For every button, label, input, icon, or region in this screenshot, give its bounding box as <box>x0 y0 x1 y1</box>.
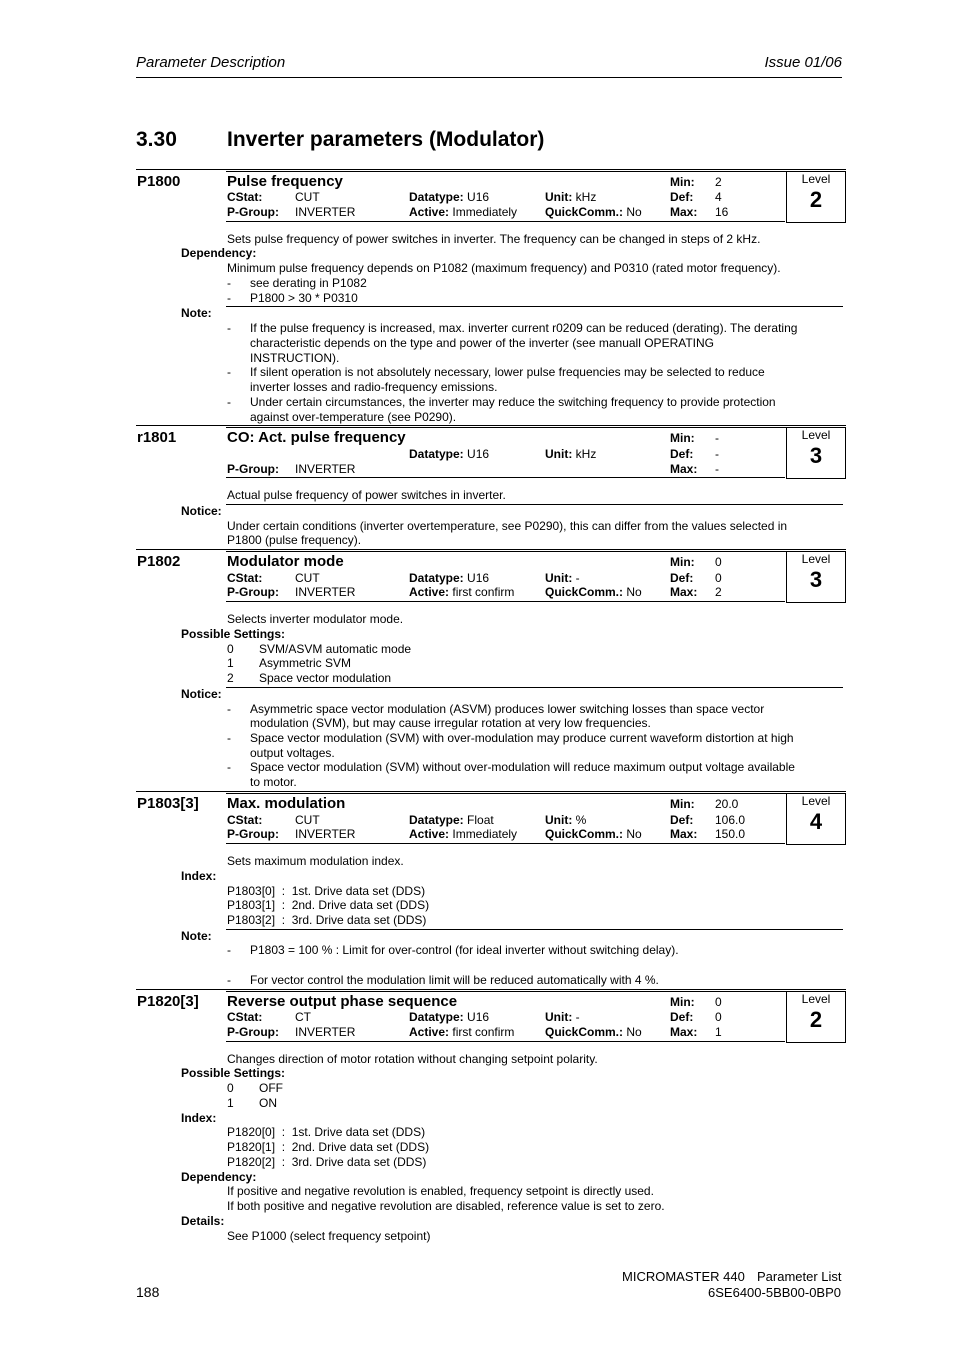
setting-value: 0 <box>227 642 234 656</box>
setting-text: SVM/ASVM automatic mode <box>259 642 412 656</box>
notice-label: Notice: <box>181 687 222 701</box>
list-dash: - <box>227 365 231 379</box>
footer-doc-type: Parameter List <box>757 1269 842 1284</box>
param-id: r1801 <box>137 429 177 446</box>
list-item: output voltages. <box>250 746 335 760</box>
list-dash: - <box>227 702 231 716</box>
min-value: 2 <box>715 175 722 189</box>
max-value: 150.0 <box>715 827 746 841</box>
list-item: against over-temperature (see P0290). <box>250 410 457 424</box>
setting-text: Space vector modulation <box>259 671 392 685</box>
def-label: Def: <box>670 571 694 585</box>
list-item: Space vector modulation (SVM) without over-modulation will reduce maximum output voltage available <box>250 760 795 774</box>
param-top-rule <box>136 549 846 550</box>
pgroup-value: INVERTER <box>295 585 356 599</box>
max-value: 1 <box>715 1025 722 1039</box>
param-name: Reverse output phase sequence <box>227 993 458 1010</box>
level-box <box>786 991 846 1043</box>
cstat-label: CStat: <box>227 190 263 204</box>
list-item: characteristic depends on the type and power of the inverter (see manuall OPERATING <box>250 336 715 350</box>
level-label: Level <box>801 428 831 442</box>
level-label: Level <box>801 172 831 186</box>
list-dash: - <box>227 973 231 987</box>
index-label: Index: <box>181 869 217 883</box>
min-value: 20.0 <box>715 797 739 811</box>
param-header-bottom-rule <box>226 601 785 602</box>
param-header-bottom-rule <box>226 1041 785 1042</box>
index-entry: P1803[0] : 1st. Drive data set (DDS) <box>227 884 426 898</box>
unit-field: Unit: % <box>545 813 587 827</box>
param-top-rule-2 <box>226 171 846 172</box>
running-header-right: Issue 01/06 <box>764 54 842 71</box>
max-label: Max: <box>670 585 698 599</box>
possible-settings-label: Possible Settings: <box>181 1066 286 1080</box>
def-label: Def: <box>670 1010 694 1024</box>
level-value: 3 <box>809 567 823 592</box>
pgroup-label: P-Group: <box>227 205 279 219</box>
min-label: Min: <box>670 797 695 811</box>
index-label: Index: <box>181 1111 217 1125</box>
max-label: Max: <box>670 205 698 219</box>
setting-value: 0 <box>227 1081 234 1095</box>
cstat-label: CStat: <box>227 813 263 827</box>
unit-field: Unit: kHz <box>545 190 597 204</box>
list-dash: - <box>227 321 231 335</box>
quickcomm-field: QuickComm.: No <box>545 585 642 599</box>
active-field: Active: Immediately <box>409 205 518 219</box>
max-label: Max: <box>670 827 698 841</box>
index-entry: P1803[2] : 3rd. Drive data set (DDS) <box>227 913 427 927</box>
pgroup-value: INVERTER <box>295 1025 356 1039</box>
list-item: If the pulse frequency is increased, max. inverter current r0209 can be reduced (derating). The derating <box>250 321 798 335</box>
level-value: 3 <box>809 443 823 468</box>
level-box <box>786 171 846 223</box>
list-item: to motor. <box>250 775 297 789</box>
def-label: Def: <box>670 447 694 461</box>
list-dash: - <box>227 276 231 290</box>
dependency-text: If both positive and negative revolution are disabled, reference value is set to zero. <box>227 1199 665 1213</box>
list-item: If silent operation is not absolutely necessary, lower pulse frequencies may be selected to reduce <box>250 365 765 379</box>
min-value: 0 <box>715 995 722 1009</box>
param-description: Selects inverter modulator mode. <box>227 612 404 626</box>
def-value: 106.0 <box>715 813 746 827</box>
sub-rule <box>226 687 843 688</box>
possible-settings-label: Possible Settings: <box>181 627 286 641</box>
cstat-label: CStat: <box>227 1010 263 1024</box>
unit-field: Unit: - <box>545 571 580 585</box>
header-rule <box>136 77 842 78</box>
level-value: 2 <box>809 1007 823 1032</box>
param-description: Sets maximum modulation index. <box>227 854 404 868</box>
param-top-rule <box>136 989 846 990</box>
active-field: Active: Immediately <box>409 827 518 841</box>
list-item: Under certain circumstances, the inverter may reduce the switching frequency to provide protection <box>250 395 776 409</box>
param-name: Modulator mode <box>227 553 344 570</box>
param-top-rule <box>136 169 846 170</box>
pgroup-value: INVERTER <box>295 827 356 841</box>
active-field: Active: first confirm <box>409 585 515 599</box>
pgroup-label: P-Group: <box>227 1025 279 1039</box>
max-label: Max: <box>670 1025 698 1039</box>
sub-rule <box>226 306 843 307</box>
quickcomm-field: QuickComm.: No <box>545 827 642 841</box>
param-top-rule-2 <box>226 551 846 552</box>
param-top-rule-2 <box>226 793 846 794</box>
max-value: - <box>715 462 719 476</box>
max-value: 2 <box>715 585 722 599</box>
details-text: See P1000 (select frequency setpoint) <box>227 1229 431 1243</box>
unit-field: Unit: kHz <box>545 447 597 461</box>
list-dash: - <box>227 291 231 305</box>
setting-value: 2 <box>227 671 234 685</box>
list-item: modulation (SVM), but may cause irregular rotation at very low frequencies. <box>250 716 651 730</box>
pgroup-label: P-Group: <box>227 462 279 476</box>
def-value: 0 <box>715 1010 722 1024</box>
cstat-value: CT <box>295 1010 311 1024</box>
list-item: INSTRUCTION). <box>250 351 340 365</box>
setting-text: OFF <box>259 1081 283 1095</box>
dependency-text: If positive and negative revolution is enabled, frequency setpoint is directly used. <box>227 1184 654 1198</box>
param-top-rule-2 <box>226 427 846 428</box>
param-id: P1802 <box>137 553 181 570</box>
def-label: Def: <box>670 190 694 204</box>
datatype-field: Datatype: Float <box>409 813 494 827</box>
quickcomm-field: QuickComm.: No <box>545 205 642 219</box>
level-label: Level <box>801 552 831 566</box>
cstat-label: CStat: <box>227 571 263 585</box>
def-value: 0 <box>715 571 722 585</box>
param-top-rule <box>136 791 846 792</box>
note-label: Note: <box>181 306 212 320</box>
param-id: P1800 <box>137 173 181 190</box>
footer-order-number: 6SE6400-5BB00-0BP0 <box>708 1285 841 1300</box>
def-value: 4 <box>715 190 722 204</box>
notice-text: Under certain conditions (inverter overtemperature, see P0290), this can differ from the values selected in <box>227 519 788 533</box>
param-top-rule-2 <box>226 991 846 992</box>
list-dash: - <box>227 943 231 957</box>
param-header-bottom-rule <box>226 221 785 222</box>
level-box <box>786 793 846 845</box>
min-value: - <box>715 431 719 445</box>
index-entry: P1820[0] : 1st. Drive data set (DDS) <box>227 1125 426 1139</box>
pgroup-label: P-Group: <box>227 585 279 599</box>
param-description: Sets pulse frequency of power switches in inverter. The frequency can be changed in steps of 2 kHz. <box>227 232 761 246</box>
param-name: CO: Act. pulse frequency <box>227 429 406 446</box>
max-label: Max: <box>670 462 698 476</box>
level-label: Level <box>801 992 831 1006</box>
min-label: Min: <box>670 175 695 189</box>
section-number: 3.30 <box>136 128 177 151</box>
list-item: Space vector modulation (SVM) with over-modulation may produce current waveform distortion at high <box>250 731 794 745</box>
param-header-bottom-rule <box>226 477 785 478</box>
list-dash: - <box>227 395 231 409</box>
datatype-field: Datatype: U16 <box>409 1010 490 1024</box>
dependency-label: Dependency: <box>181 1170 257 1184</box>
footer-product: MICROMASTER 440 <box>622 1269 745 1284</box>
dependency-text: Minimum pulse frequency depends on P1082 (maximum frequency) and P0310 (rated motor frequency). <box>227 261 781 275</box>
param-name: Pulse frequency <box>227 173 343 190</box>
quickcomm-field: QuickComm.: No <box>545 1025 642 1039</box>
list-dash: - <box>227 731 231 745</box>
pgroup-value: INVERTER <box>295 205 356 219</box>
unit-field: Unit: - <box>545 1010 580 1024</box>
setting-value: 1 <box>227 656 234 670</box>
pgroup-label: P-Group: <box>227 827 279 841</box>
datatype-field: Datatype: U16 <box>409 447 490 461</box>
def-label: Def: <box>670 813 694 827</box>
param-description: Changes direction of motor rotation without changing setpoint polarity. <box>227 1052 598 1066</box>
note-label: Note: <box>181 929 212 943</box>
param-description: Actual pulse frequency of power switches in inverter. <box>227 488 506 502</box>
list-item: inverter losses and radio-frequency emissions. <box>250 380 498 394</box>
param-top-rule <box>136 425 846 426</box>
sub-rule <box>226 504 843 505</box>
level-box <box>786 551 846 603</box>
min-label: Min: <box>670 555 695 569</box>
param-id: P1803[3] <box>137 795 199 812</box>
notice-text: P1800 (pulse frequency). <box>227 533 362 547</box>
pgroup-value: INVERTER <box>295 462 356 476</box>
cstat-value: CUT <box>295 190 320 204</box>
list-dash: - <box>227 760 231 774</box>
notice-label: Notice: <box>181 504 222 518</box>
details-label: Details: <box>181 1214 225 1228</box>
min-label: Min: <box>670 995 695 1009</box>
page-number: 188 <box>136 1284 160 1300</box>
section-title: Inverter parameters (Modulator) <box>227 128 545 151</box>
cstat-value: CUT <box>295 571 320 585</box>
list-item: For vector control the modulation limit will be reduced automatically with 4 %. <box>250 973 659 987</box>
list-item: P1800 > 30 * P0310 <box>250 291 358 305</box>
param-header-bottom-rule <box>226 843 785 844</box>
list-item: P1803 = 100 % : Limit for over-control (for ideal inverter without switching delay). <box>250 943 679 957</box>
datatype-field: Datatype: U16 <box>409 571 490 585</box>
min-value: 0 <box>715 555 722 569</box>
dependency-label: Dependency: <box>181 246 257 260</box>
list-item: Asymmetric space vector modulation (ASVM) produces lower switching losses than space vector <box>250 702 765 716</box>
index-entry: P1820[2] : 3rd. Drive data set (DDS) <box>227 1155 427 1169</box>
list-item: see derating in P1082 <box>250 276 367 290</box>
level-label: Level <box>801 794 831 808</box>
setting-text: ON <box>259 1096 277 1110</box>
param-name: Max. modulation <box>227 795 346 812</box>
setting-text: Asymmetric SVM <box>259 656 352 670</box>
sub-rule <box>226 929 843 930</box>
min-label: Min: <box>670 431 695 445</box>
setting-value: 1 <box>227 1096 234 1110</box>
running-header-left: Parameter Description <box>136 54 286 71</box>
index-entry: P1803[1] : 2nd. Drive data set (DDS) <box>227 898 430 912</box>
level-box <box>786 427 846 479</box>
param-id: P1820[3] <box>137 993 199 1010</box>
level-value: 4 <box>809 809 823 834</box>
datatype-field: Datatype: U16 <box>409 190 490 204</box>
index-entry: P1820[1] : 2nd. Drive data set (DDS) <box>227 1140 430 1154</box>
def-value: - <box>715 447 719 461</box>
max-value: 16 <box>715 205 729 219</box>
active-field: Active: first confirm <box>409 1025 515 1039</box>
level-value: 2 <box>809 187 823 212</box>
cstat-value: CUT <box>295 813 320 827</box>
